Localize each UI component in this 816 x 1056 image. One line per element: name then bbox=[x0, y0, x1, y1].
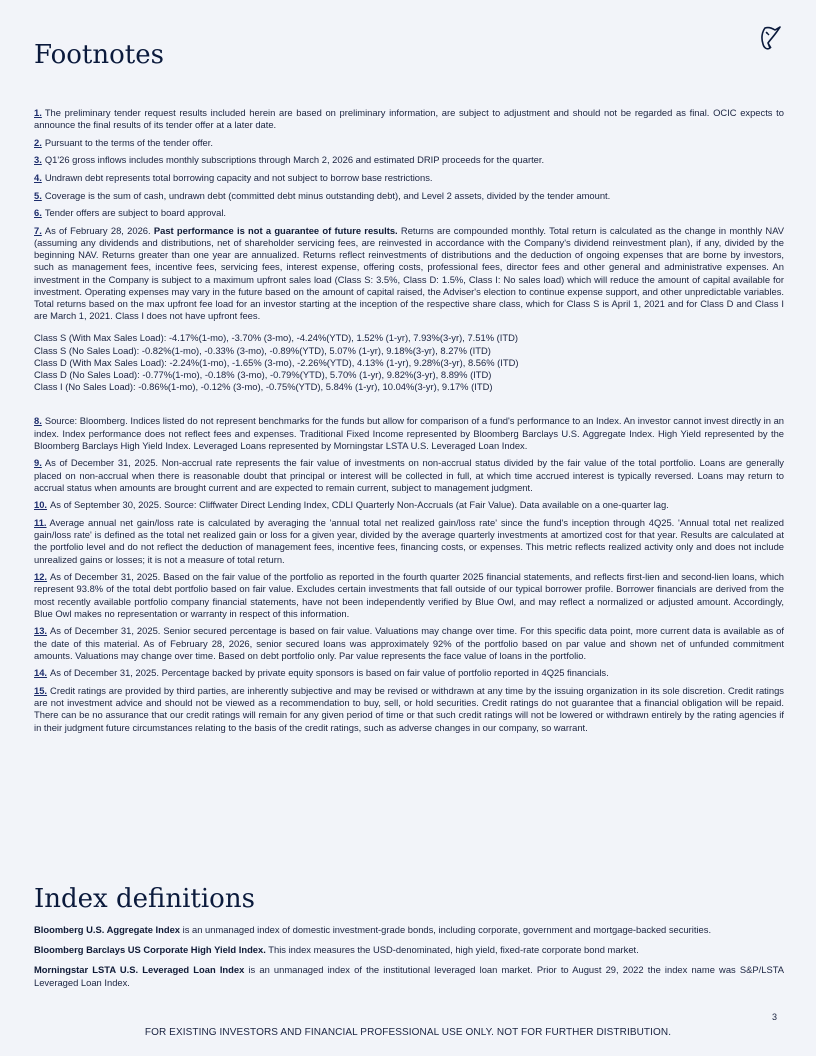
page-title: Footnotes bbox=[34, 40, 164, 70]
class-return-line: Class D (With Max Sales Load): -2.24%(1-mo), -1.65% (3-mo), -2.26%(YTD), 4.13% (1-yr), 9.28%(3-yr), 8.56% (ITD) bbox=[34, 356, 519, 368]
footnote-6: 6. Tender offers are subject to board approval. bbox=[34, 207, 227, 219]
footnote-8: 8. Source: Bloomberg. Indices listed do not represent benchmarks for the funds but allow for comparison of a fund's performance to an Index. An investor cannot invest directly in an index. Index performance does not reflect fees and expenses. Traditional Fixed Income represented by Bloomberg Barclays U.S. Aggregate Index. High Yield represented by the Bloomberg Barclays High Yield Index. Leveraged Loans represented by Morningstar LSTA U.S. Leveraged Loan Index. bbox=[34, 415, 784, 451]
index-definitions-list bbox=[34, 924, 784, 997]
class-return-line: Class S (No Sales Load): -0.82%(1-mo), -0.33% (3-mo), -0.89%(YTD), 5.07% (1-yr), 9.18%(3-yr), 8.27% (ITD) bbox=[34, 344, 491, 356]
footnote-9: 9. As of December 31, 2025. Non-accrual rate represents the fair value of investments on non-accrual status divided by the fair value of the total portfolio. Loans are generally placed on non-accrual when there is reasonable doubt that principal or interest will be collected in full, at which time accrued interest is typically reversed. Loans may return to accrual status when amounts are brought current and are expected to remain current, subject to management judgment. bbox=[34, 457, 784, 493]
owl-icon bbox=[756, 24, 784, 52]
footnote-1: 1. The preliminary tender request results included herein are based on preliminary information, are subject to adjustment and should not be regarded as final. OCIC expects to announce the final results of its tender offer at a later date. bbox=[34, 107, 784, 131]
footnote-7: 7. As of February 28, 2026. Past performance is not a guarantee of future results. Returns are compounded monthly. Total return is calculated as the change in monthly NAV (assuming any dividends and distributions, net of shareholder servicing fees, are reinvested in accordance with the Company's dividend reinvestment plan), if any, divided by the beginning NAV. Returns greater than one year are annualized. Returns reflect reinvestments of distributions and the deduction of ongoing expenses that are borne by investors, such as management fees, incentive fees, servicing fees, interest expense, offering costs, professional fees, director fees and other general and administrative expenses. An investment in the Company is subject to a maximum upfront sales load (Class S: 3.5%, Class D: 1.5%, Class I: No sales load) which will reduce the amount of capital available for investment. Operating expenses may vary in the future based on the amount of capital raised, the Adviser's election to continue expense support, and other unpredictable variables. Total returns based on the max upfront fee load for an investor starting at the inception of the respective share class, which for Class S is April 1, 2021 and for Class D and Class I are March 1, 2021. Class I does not have upfront fees. bbox=[34, 224, 785, 322]
footnote-12: 12. As of December 31, 2025. Based on the fair value of the portfolio as reported in the fourth quarter 2025 financial statements, and reflects first-lien and second-lien loans, which represent 93.8% of the total debt portfolio based on fair value. Excludes certain investments that fall outside of our typical borrower profile. Borrower financials are derived from the most recently available portfolio company financial statements, have not been independently verified by Blue Owl, and may reflect a normalized or adjusted amount. Accordingly, Blue Owl makes no representation or warranty in respect of this information. bbox=[34, 571, 784, 619]
index-definitions-title: Index definitions bbox=[34, 884, 255, 914]
footnote-14: 14. As of December 31, 2025. Percentage backed by private equity sponsors is based on fair value of portfolio reported in 4Q25 financials. bbox=[34, 667, 609, 679]
footnote-2: 2. Pursuant to the terms of the tender offer. bbox=[34, 136, 213, 148]
footnotes-list bbox=[34, 107, 784, 739]
footnote-13: 13. As of December 31, 2025. Senior secured percentage is based on fair value. Valuations may change over time. For this specific data point, more current data is available as of the date of this material. As of February 28, 2026, senior secured loans was approximately 92% of the portfolio based on par value and shown net of unfunded commitment amounts. Valuations may change over time. Based on debt portfolio only. Par value represents the face value of loans in the portfolio. bbox=[34, 625, 784, 661]
footnote-4: 4. Undrawn debt represents total borrowing capacity and not subject to borrow base restrictions. bbox=[34, 171, 433, 183]
performance-disclaimer: Past performance is not a guarantee of future results. bbox=[153, 224, 398, 236]
footnote-3: 3. Q1'26 gross inflows includes monthly subscriptions through March 2, 2026 and estimated DRIP proceeds for the quarter. bbox=[34, 154, 545, 166]
page-number: 3 bbox=[772, 1012, 778, 1022]
class-return-line: Class S (With Max Sales Load): -4.17%(1-mo), -3.70% (3-mo), -4.24%(YTD), 1.52% (1-yr), 7.93%(3-yr), 7.51% (ITD) bbox=[34, 332, 518, 344]
class-return-line: Class D (No Sales Load): -0.77%(1-mo), -0.18% (3-mo), -0.79%(YTD), 5.70% (1-yr), 9.82%(3-yr), 8.89% (ITD) bbox=[34, 369, 492, 380]
footnote-5: 5. Coverage is the sum of cash, undrawn debt (committed debt minus outstanding debt), and Level 2 assets, divided by the tender amount. bbox=[34, 189, 611, 201]
class-return-line: Class I (No Sales Load): -0.86%(1-mo), -0.12% (3-mo), -0.75%(YTD), 5.84% (1-yr), 10.04%(3-yr), 9.17% (ITD) bbox=[34, 381, 493, 393]
index-definition: Bloomberg U.S. Aggregate Index is an unmanaged index of domestic investment-grade bonds, including corporate, government and mortgage-backed securities. bbox=[34, 924, 712, 935]
share-class-returns bbox=[34, 332, 784, 393]
footnote-15: 15. Credit ratings are provided by third parties, are inherently subjective and may be revised or withdrawn at any time by the issuing organization in its sole discretion. Credit ratings are not investment advice and should not be viewed as a recommendation to buy, sell, or hold securities. Credit ratings do not guarantee that a financial obligation will be repaid. There can be no assurance that our credit ratings will remain for any given period of time or that such credit ratings will not be lowered or withdrawn entirely by the rating agencies if in their judgment future circumstances relating to the basis of the credit ratings, such as adverse changes in our company, so warrant. bbox=[34, 685, 784, 733]
index-definition: Bloomberg Barclays US Corporate High Yield Index. This index measures the USD-denominated, high yield, fixed-rate corporate bond market. bbox=[34, 944, 639, 956]
footnote-11: 11. Average annual net gain/loss rate is calculated by averaging the 'annual total net realized gain/loss rate' since the fund's inception through 4Q25. 'Annual total net realized gain/loss rate' is defined as the total net realized gain or loss for a given year, divided by the average quarterly investments at amortized cost for that year. Results are calculated at the portfolio level and do not reflect the deduction of management fees, incentive fees, financing costs, or expenses. This metric reflects realized activity only and does not include unrealized gains or losses; it is not a measure of total return. bbox=[34, 517, 784, 565]
distribution-footer: FOR EXISTING INVESTORS AND FINANCIAL PROFESSIONAL USE ONLY. NOT FOR FURTHER DISTRIBUTION. bbox=[144, 1027, 672, 1038]
footnote-10: 10. As of September 30, 2025. Source: Cliffwater Direct Lending Index, CDLI Quarterly Non-Accruals (at Fair Value). Data available on a one-quarter lag. bbox=[34, 499, 669, 511]
index-definition: Morningstar LSTA U.S. Leveraged Loan Index is an unmanaged index of the institutional leveraged loan market. Prior to August 29, 2022 the index name was S&P/LSTA Leveraged Loan Index. bbox=[34, 964, 784, 988]
